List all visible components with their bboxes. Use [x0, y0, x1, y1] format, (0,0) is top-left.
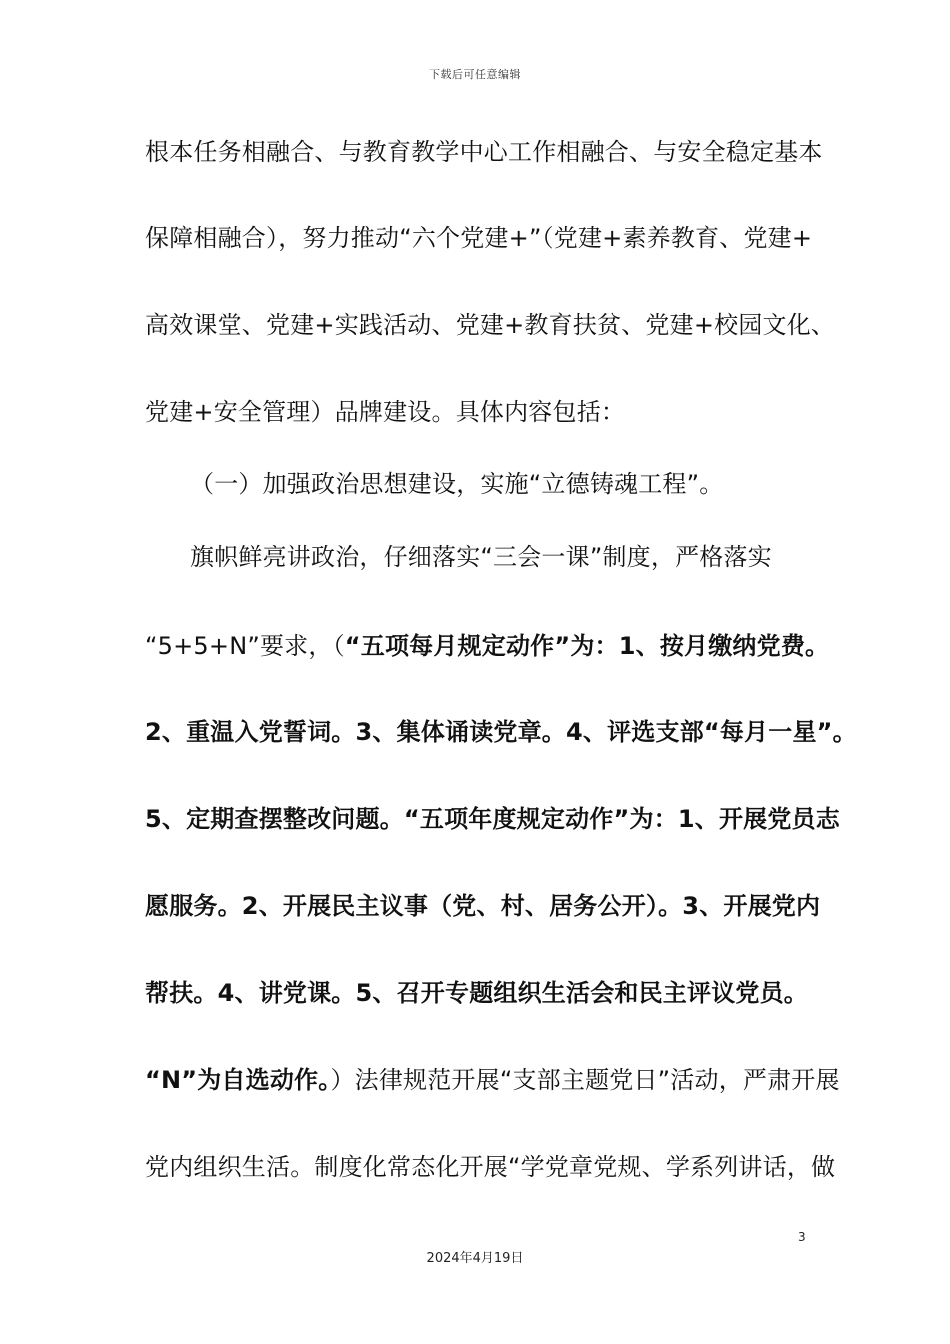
body-line-7-plain: “5+5+N”要求，（ [145, 632, 345, 660]
page-number: 3 [798, 1230, 806, 1244]
body-line-12-bold: “N”为自选动作。 [145, 1066, 331, 1094]
body-line-2: 保障相融合），努力推动“六个党建+”（党建+素养教育、党建+ [145, 224, 813, 252]
body-line-10: 愿服务。2、开展民主议事（党、村、居务公开）。3、开展党内 [145, 892, 821, 920]
body-line-3: 高效课堂、党建+实践活动、党建+教育扶贫、党建+校园文化、 [145, 311, 836, 339]
body-line-7 [145, 630, 830, 662]
body-line-12-plain: ）法律规范开展“支部主题党日”活动，严肃开展 [330, 1066, 840, 1094]
body-line-4: 党建+安全管理）品牌建设。具体内容包括： [145, 398, 626, 426]
footer-date: 2024年4月19日 [426, 1251, 524, 1266]
body-line-11: 帮扶。4、讲党课。5、召开专题组织生活会和民主评议党员。 [145, 979, 808, 1007]
body-line-1: 根本任务相融合、与教育教学中心工作相融合、与安全稳定基本 [145, 138, 823, 166]
body-line-8: 2、重温入党誓词。3、集体诵读党章。4、评选支部“每月一星”。 [145, 718, 857, 746]
body-line-13: 党内组织生活。制度化常态化开展“学党章党规、学系列讲话，做 [145, 1153, 836, 1181]
body-line-12 [145, 1064, 840, 1096]
section-heading: （一）加强政治思想建设，实施“立德铸魂工程”。 [190, 470, 724, 498]
body-line-6: 旗帜鲜亮讲政治，仔细落实“三会一课”制度，严格落实 [190, 543, 772, 571]
page-header: 下载后可任意编辑 [429, 68, 521, 81]
body-line-7-bold: “五项每月规定动作”为：1、按月缴纳党费。 [344, 632, 830, 660]
body-line-9: 5、定期查摆整改问题。“五项年度规定动作”为：1、开展党员志 [145, 805, 840, 833]
